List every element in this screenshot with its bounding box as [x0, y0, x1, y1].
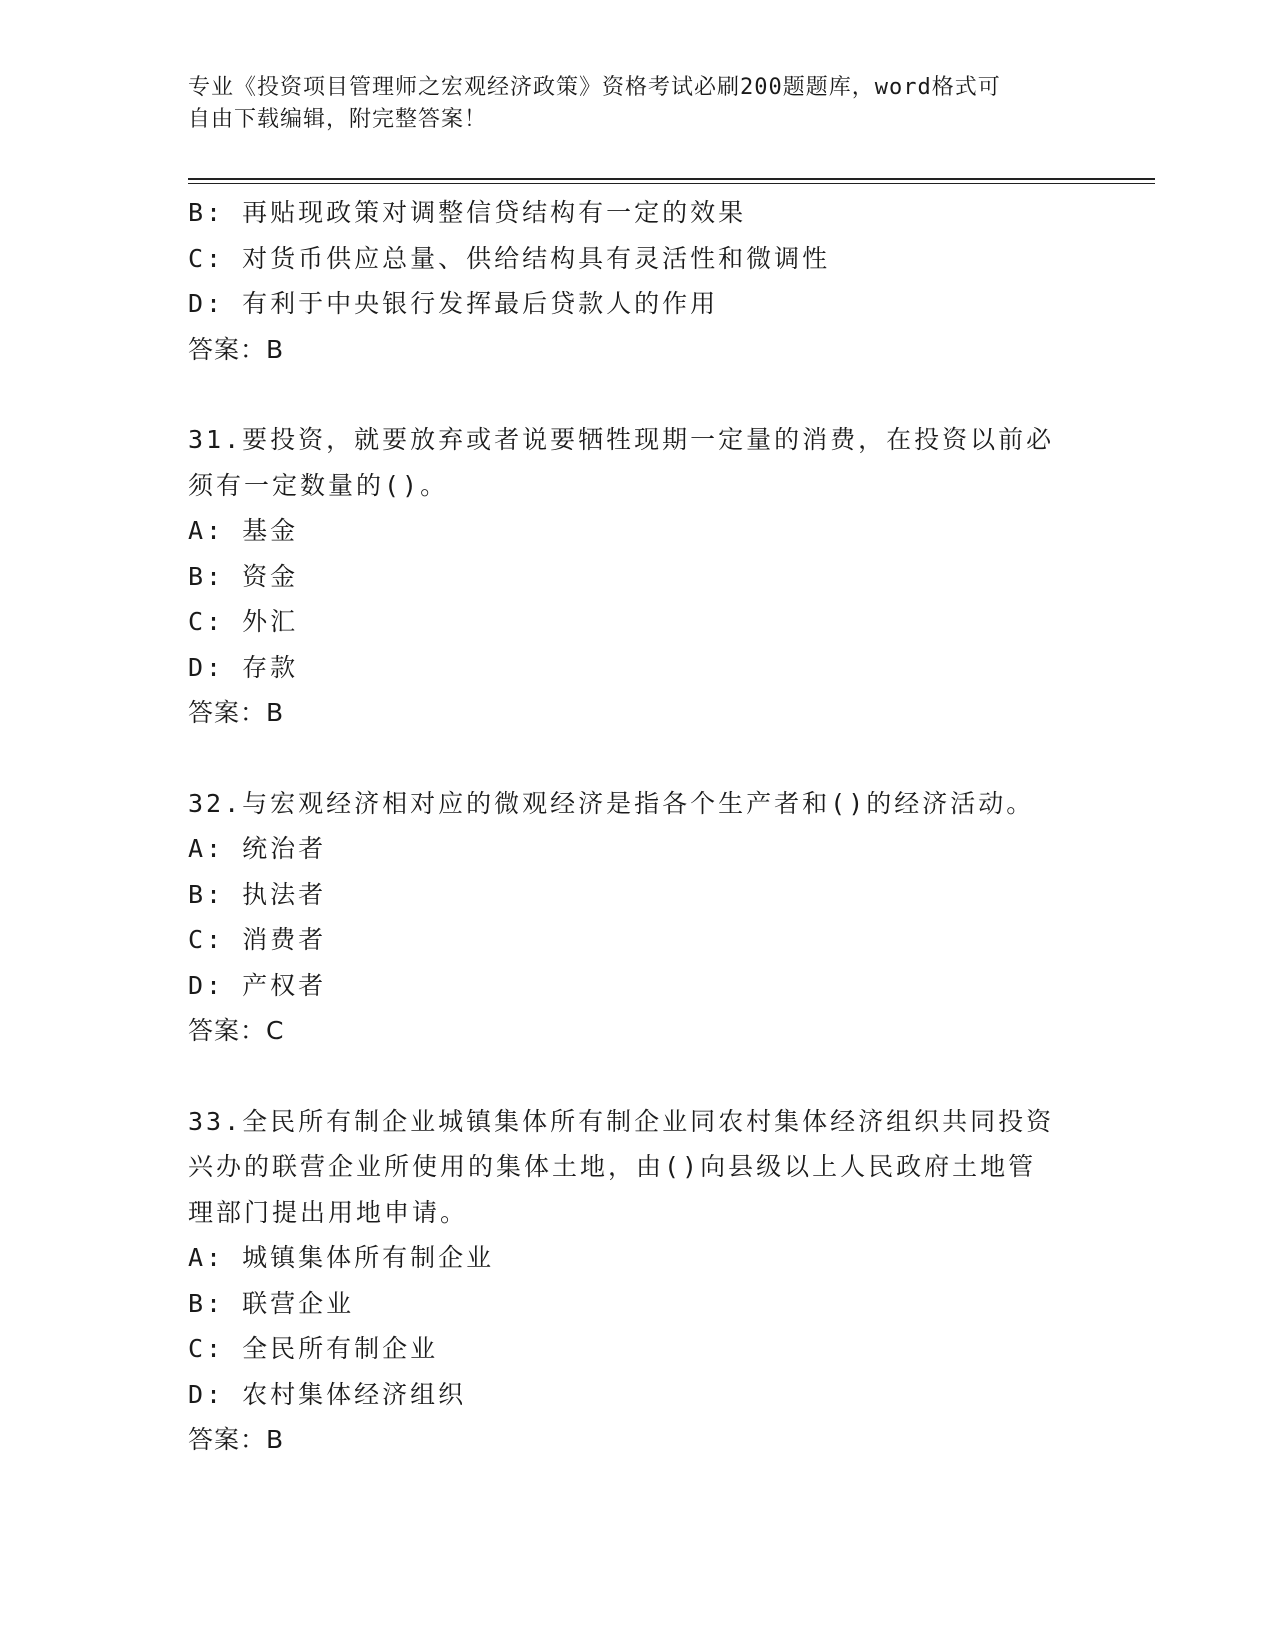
option-c: C: 全民所有制企业: [188, 1334, 439, 1363]
spacer: [188, 736, 1088, 781]
option-a: A: 统治者: [188, 834, 327, 863]
question-stem-line: 须有一定数量的()。: [188, 470, 449, 500]
question-33: [188, 1099, 1088, 1463]
header-title-line-2: 自由下载编辑，附完整答案！: [188, 107, 488, 132]
continued-question: [188, 190, 1088, 372]
spacer: [188, 372, 1088, 417]
option-a: A: 基金: [188, 516, 299, 545]
option-b: B: 联营企业: [188, 1288, 355, 1318]
option-a: A: 城镇集体所有制企业: [188, 1243, 495, 1272]
answer-line: 答案：B: [188, 698, 285, 727]
option-d: D: 产权者: [188, 970, 327, 1000]
question-stem-line: 兴办的联营企业所使用的集体土地，由()向县级以上人民政府土地管: [188, 1152, 1037, 1181]
option-b: B: 资金: [188, 561, 299, 591]
option-d: D: 有利于中央银行发挥最后贷款人的作用: [188, 289, 719, 318]
spacer: [188, 1054, 1088, 1099]
document-header: [188, 72, 1088, 136]
option-d: D: 农村集体经济组织: [188, 1379, 467, 1409]
header-divider: [188, 178, 1155, 184]
option-b: B: 再贴现政策对调整信贷结构有一定的效果: [188, 198, 747, 227]
option-d: D: 存款: [188, 652, 299, 682]
question-stem-line: 理部门提出用地申请。: [188, 1197, 469, 1227]
question-stem-line: 33.全民所有制企业城镇集体所有制企业同农村集体经济组织共同投资: [188, 1106, 1055, 1136]
question-stem-line: 32.与宏观经济相对应的微观经济是指各个生产者和()的经济活动。: [188, 788, 1035, 818]
question-content: [188, 190, 1088, 1463]
option-c: C: 外汇: [188, 607, 299, 636]
option-c: C: 对货币供应总量、供给结构具有灵活性和微调性: [188, 243, 831, 273]
answer-line: 答案：B: [188, 334, 285, 364]
question-stem-line: 31.要投资，就要放弃或者说要牺牲现期一定量的消费，在投资以前必: [188, 425, 1055, 454]
option-b: B: 执法者: [188, 879, 327, 909]
question-32: [188, 781, 1088, 1054]
header-title-line-1: 专业《投资项目管理师之宏观经济政策》资格考试必刷200题题库，word格式可: [188, 75, 1001, 100]
option-c: C: 消费者: [188, 925, 327, 954]
answer-line: 答案：B: [188, 1425, 285, 1454]
question-31: [188, 417, 1088, 736]
answer-line: 答案：C: [188, 1016, 285, 1045]
